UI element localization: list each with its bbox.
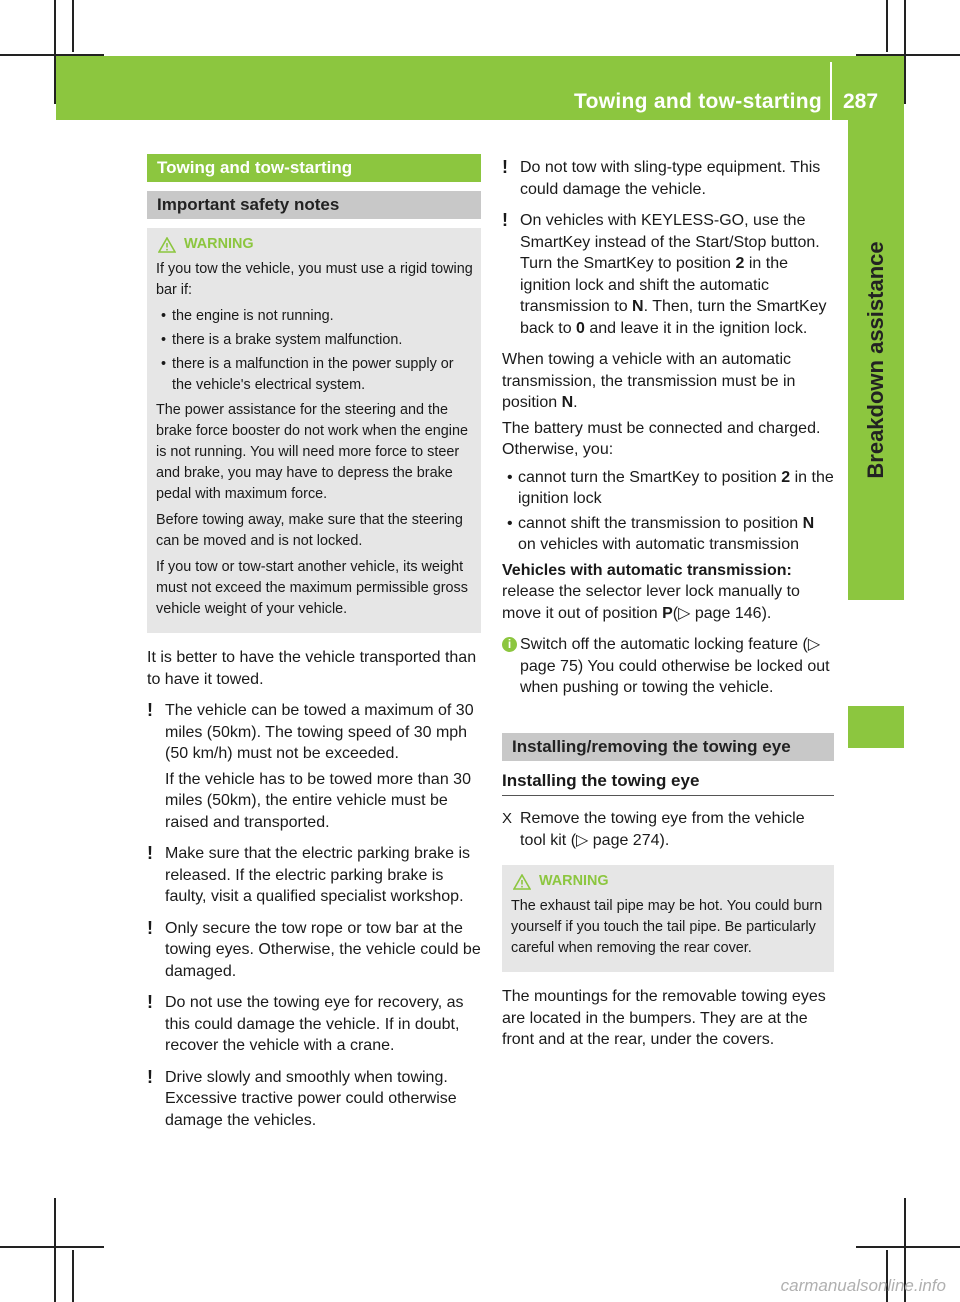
text-run-bold: 2 (781, 468, 791, 486)
left-column (147, 154, 481, 1141)
info-icon: i (502, 637, 517, 652)
crop-mark (0, 1246, 104, 1248)
warning-title-text: WARNING (184, 236, 254, 252)
note-text: Drive slowly and smoothly when towing. Excessive tractive power could otherwise damage the vehicles. (165, 1068, 457, 1129)
bullet-item: • there is a malfunction in the power supply or the vehicle's electrical system. (156, 354, 473, 396)
note-text: Only secure the tow rope or tow bar at the towing eyes. Otherwise, the vehicle could be damaged. (165, 919, 481, 980)
note-text: Make sure that the electric parking brake is released. If the electric parking brake is faulty, visit a qualified specialist workshop. (165, 845, 471, 905)
page-number: 287 (843, 90, 879, 113)
note-text: If the vehicle has to be towed more than 30 miles (50km), the entire vehicle must be raised and transported. (165, 770, 471, 831)
text-run-bold: 0 (576, 319, 585, 337)
text-run-bold: 2 (735, 255, 745, 272)
text-run: (▷ page 146). (672, 604, 772, 622)
step-arrow-icon: X (502, 810, 513, 827)
exclamation-icon: ! (147, 1066, 153, 1087)
note-text (520, 210, 834, 339)
warning-box (502, 865, 834, 972)
body-paragraph (502, 560, 834, 625)
side-tab-label: Breakdown assistance (863, 241, 888, 479)
text-run: When towing a vehicle with an automatic transmission, the transmission must be in position (502, 351, 796, 411)
exclamation-icon: ! (502, 210, 508, 230)
bullet-list (502, 467, 834, 556)
text-run: release the selector lever lock manually to move it out of position (502, 583, 800, 622)
body-paragraph: The mountings for the removable towing eyes are located in the bumpers. They are at the front and at the rear, under the covers. (502, 988, 826, 1048)
warning-paragraph: Before towing away, make sure that the steering can be moved and is not locked. (156, 512, 463, 549)
text-run: on vehicles with automatic transmission (518, 536, 800, 553)
text-run: . Then, turn the SmartKey back to (520, 298, 827, 337)
info-note (502, 634, 834, 699)
text-run: in the ignition lock (518, 468, 834, 507)
caution-note (147, 918, 481, 983)
warning-triangle-icon (513, 874, 531, 890)
bullet-item (502, 467, 834, 510)
text-run: and leave it in the ignition lock. (584, 319, 808, 337)
side-tab-marker (848, 706, 904, 748)
inline-heading: Vehicles with automatic transmission: (502, 561, 792, 579)
caution-note (502, 157, 834, 200)
caution-note (147, 843, 481, 908)
note-text: Switch off the automatic locking feature (▷ page 75) You could otherwise be locked out when pushing or towing the vehicle. (520, 636, 830, 696)
note-text: Do not use the towing eye for recovery, as this could damage the vehicle. If in doubt, recover the vehicle with a crane. (165, 994, 464, 1054)
caution-note (147, 700, 481, 833)
body-paragraph: The battery must be connected and charged. Otherwise, you: (502, 419, 821, 458)
note-text: Do not tow with sling-type equipment. This could damage the vehicle. (520, 159, 821, 198)
instruction-step (502, 808, 834, 851)
text-run-bold: N (802, 514, 815, 532)
crop-mark (886, 0, 888, 52)
right-column (502, 157, 834, 1061)
warning-intro: If you tow the vehicle, you must use a rigid towing bar if: (156, 261, 473, 298)
section-title: Towing and tow-starting (147, 154, 481, 182)
crop-mark (54, 1198, 56, 1302)
step-text: Remove the towing eye from the vehicle tool kit (▷ page 274). (520, 810, 805, 849)
text-run-bold: N (561, 394, 574, 411)
crop-mark (856, 1246, 960, 1248)
exclamation-icon: ! (147, 917, 153, 938)
text-run: . (573, 394, 578, 411)
text-run: cannot shift the transmission to position (518, 514, 803, 532)
crop-mark (72, 0, 74, 52)
running-header-title: Towing and tow-starting (574, 90, 822, 113)
text-run-bold: N (632, 298, 644, 315)
text-run: cannot turn the SmartKey to position (518, 468, 782, 486)
bullet-item: • there is a brake system malfunction. (156, 330, 473, 351)
header-divider (830, 62, 832, 120)
subheading: Installing the towing eye (502, 770, 834, 797)
crop-mark (72, 1250, 74, 1302)
subsection-title: Important safety notes (147, 191, 481, 219)
exclamation-icon: ! (502, 157, 508, 177)
warning-title (156, 234, 473, 255)
text-run-bold: P (662, 604, 673, 622)
text-run: On vehicles with KEYLESS-GO, use the SmartKey instead of the Start/Stop button. Turn the SmartKey to position (520, 212, 820, 272)
exclamation-icon: ! (147, 992, 153, 1012)
exclamation-icon: ! (147, 700, 153, 720)
bullet-item (502, 513, 834, 556)
note-text: The vehicle can be towed a maximum of 30 miles (50km). The towing speed of 30 mph (50 km/h) must not be exceeded. (165, 702, 474, 762)
text-run: in the ignition lock and shift the automatic transmission to (520, 255, 789, 315)
crop-mark (904, 0, 906, 104)
section-title: Installing/removing the towing eye (502, 733, 834, 761)
caution-note (502, 210, 834, 339)
caution-note (147, 992, 481, 1057)
warning-paragraph: The power assistance for the steering and the brake force booster do not work when the engine is not running. You will need more force to steer and brake, you may have to depress the brake pedal with maximum force. (156, 402, 468, 502)
caution-note (147, 1067, 481, 1132)
exclamation-icon: ! (147, 843, 153, 863)
warning-triangle-icon (158, 237, 176, 253)
body-paragraph: It is better to have the vehicle transported than to have it towed. (147, 649, 477, 688)
warning-paragraph: If you tow or tow-start another vehicle, its weight must not exceed the maximum permissible gross vehicle weight of your vehicle. (156, 559, 468, 617)
warning-paragraph: The exhaust tail pipe may be hot. You could burn yourself if you touch the tail pipe. Be particularly careful when removing the rear cover. (511, 898, 823, 956)
bullet-item: • the engine is not running. (156, 306, 473, 327)
warning-box (147, 228, 481, 633)
warning-title (511, 871, 826, 892)
body-paragraph (502, 349, 834, 414)
warning-title-text: WARNING (539, 873, 609, 889)
watermark: carmanualsonline.info (780, 1276, 946, 1295)
warning-bullets (156, 306, 473, 396)
